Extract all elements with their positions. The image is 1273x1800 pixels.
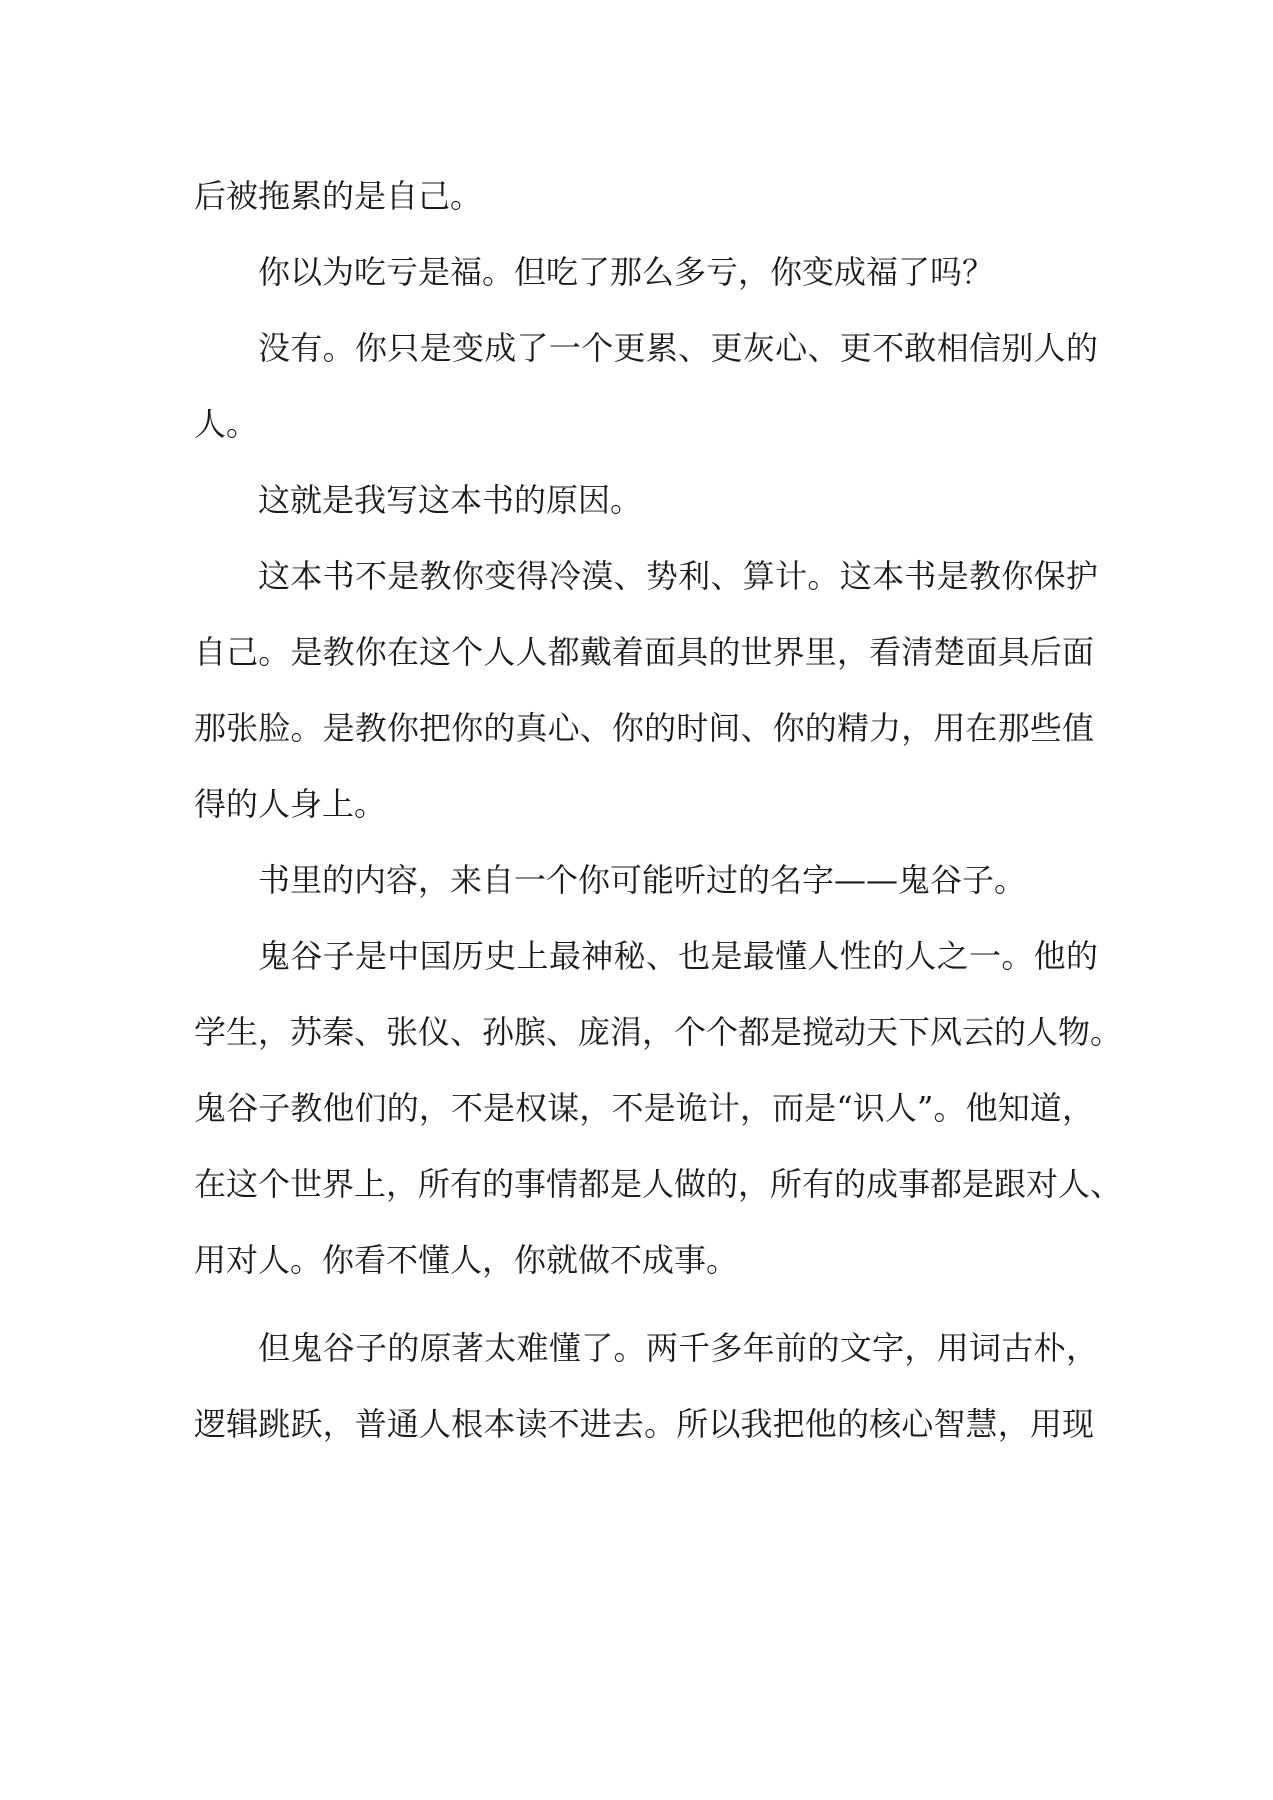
text-line: 那张脸。是教你把你的真心、你的时间、你的精力，用在那些值 — [194, 709, 1094, 747]
text-line: 得的人身上。 — [194, 785, 387, 823]
text-line: 这就是我写这本书的原因。 — [258, 481, 643, 519]
text-line: 用对人。你看不懂人，你就做不成事。 — [194, 1241, 739, 1279]
text-line: 这本书不是教你变得冷漠、势利、算计。这本书是教你保护 — [258, 557, 1098, 595]
text-line: 学生，苏秦、张仪、孙膑、庞涓，个个都是搅动天下风云的人物。 — [194, 1013, 1123, 1051]
text-line: 自己。是教你在这个人人都戴着面具的世界里，看清楚面具后面 — [194, 633, 1094, 671]
text-line: 没有。你只是变成了一个更累、更灰心、更不敢相信别人的 — [258, 329, 1098, 367]
text-line: 但鬼谷子的原著太难懂了。两千多年前的文字，用词古朴， — [258, 1329, 1098, 1367]
text-line: 书里的内容，来自一个你可能听过的名字——鬼谷子。 — [258, 861, 1027, 899]
text-line: 后被拖累的是自己。 — [194, 177, 483, 215]
text-line: 在这个世界上，所有的事情都是人做的，所有的成事都是跟对人、 — [194, 1165, 1123, 1203]
text-line: 逻辑跳跃，普通人根本读不进去。所以我把他的核心智慧，用现 — [194, 1405, 1094, 1443]
text-line: 鬼谷子教他们的，不是权谋，不是诡计，而是“识人”。他知道， — [194, 1089, 1094, 1127]
text-line: 人。 — [194, 405, 259, 443]
text-line: 鬼谷子是中国历史上最神秘、也是最懂人性的人之一。他的 — [258, 937, 1098, 975]
text-line: 你以为吃亏是福。但吃了那么多亏，你变成福了吗？ — [258, 253, 995, 291]
